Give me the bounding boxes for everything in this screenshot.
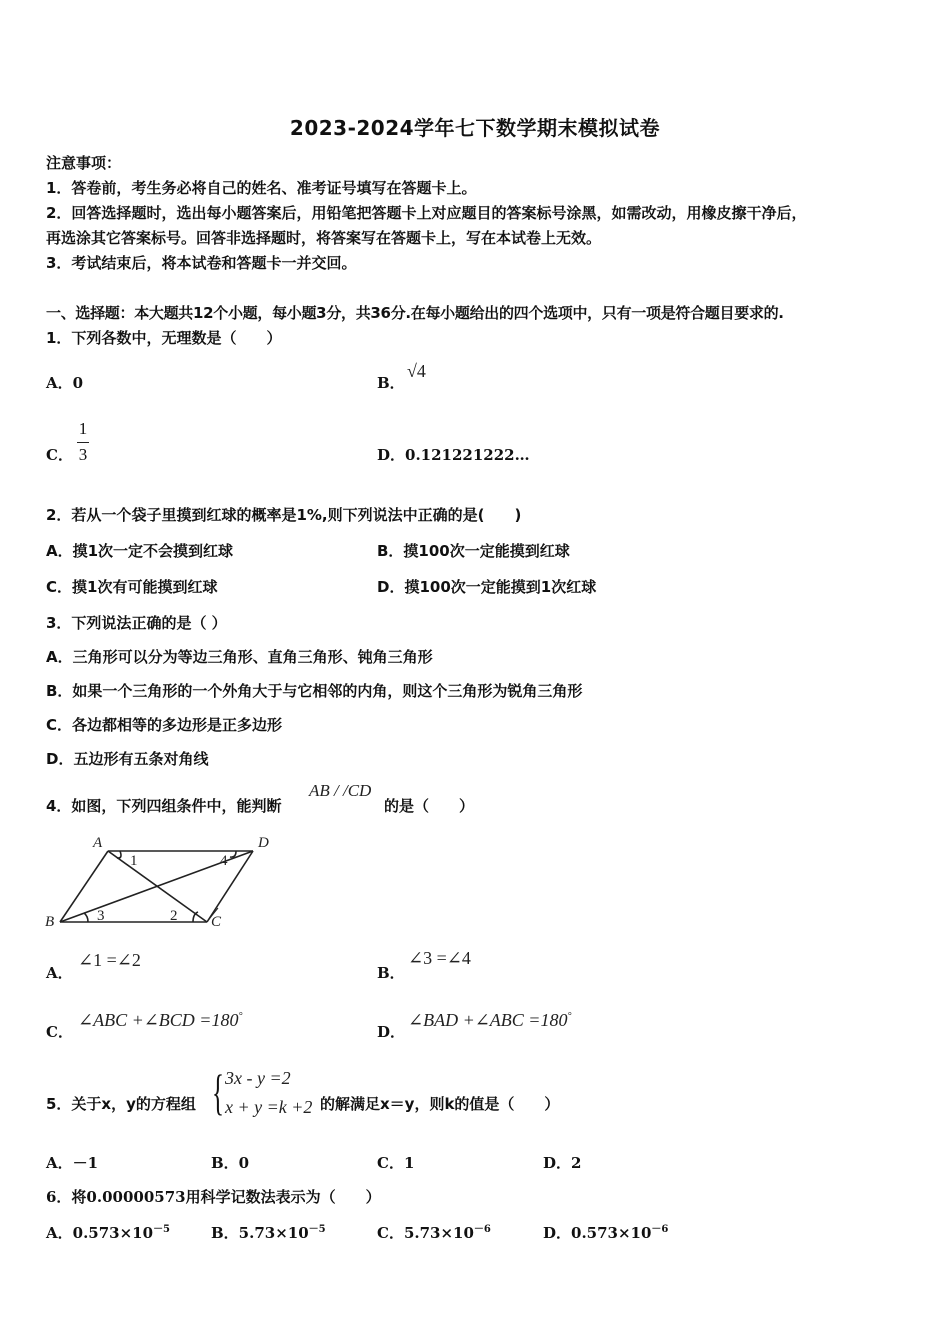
q5-equation-1: 3x - y =2 (225, 1068, 291, 1088)
angle-3-arc (84, 913, 88, 922)
question-4-stem: 4．如图，下列四组条件中，能判断 (46, 797, 282, 815)
section-heading: 一、选择题：本大题共12个小题，每小题3分，共36分.在每小题给出的四个选项中，只有一项是符合题目要求的. (46, 304, 784, 322)
q5-stem-tail: 的解满足x＝y，则k的值是（ ） (320, 1095, 560, 1113)
q6-option-a (46, 1220, 170, 1243)
q4-stem-math: AB / /CD (309, 781, 372, 800)
q4-option-c-math: ∠ABC +∠BCD =180 (78, 1010, 239, 1030)
q2-option-c: C．摸1次有可能摸到红球 (46, 578, 218, 596)
q1-option-a: A．0 (46, 374, 84, 392)
note-item: 1．答卷前，考生务必将自己的姓名、准考证号填写在答题卡上。 (46, 179, 477, 197)
q4-option-d-expression (408, 1010, 571, 1031)
angle-2-arc (193, 912, 198, 922)
segment-dc (207, 851, 253, 922)
q2-option-b: B．摸100次一定能摸到红球 (377, 542, 570, 560)
label-angle-4: 4 (220, 853, 228, 869)
q1-option-d: D．0.121221222… (377, 446, 530, 464)
q6-option-a-exponent: －5 (153, 1224, 171, 1235)
label-d: D (258, 835, 269, 851)
q6-option-c-exponent: －6 (473, 1224, 491, 1235)
q5-equation-2: x + y =k +2 (225, 1097, 313, 1117)
label-angle-2: 2 (170, 908, 178, 924)
q6-option-d-base: D．0.573×10 (543, 1224, 652, 1242)
note-item: 再选涂其它答案标号。回答非选择题时，将答案写在答题卡上，写在本试卷上无效。 (46, 229, 602, 247)
q4-option-b-math: ∠3 =∠4 (408, 948, 471, 968)
q5-option-b: B．0 (211, 1154, 250, 1172)
q6-option-b-base: B．5.73×10 (211, 1224, 309, 1242)
q4-option-a-math: ∠1 =∠2 (78, 950, 141, 970)
q1-option-b-math: √4 (407, 361, 426, 381)
note-item: 3．考试结束后，将本试卷和答题卡一并交回。 (46, 254, 357, 272)
q6-option-c (377, 1220, 491, 1243)
q3-option-c: C．各边都相等的多边形是正多边形 (46, 716, 283, 734)
question-6-stem: 6．将0.00000573用科学记数法表示为（ ） (46, 1188, 381, 1206)
label-a: A (93, 835, 103, 851)
note-item: 2．回答选择题时，选出每小题答案后，用铅笔把答题卡上对应题目的答案标号涂黑，如需改动，用橡皮擦干净后， (46, 204, 807, 222)
notes-header: 注意事项： (46, 154, 122, 172)
q1-c-fraction-line (77, 442, 89, 443)
angle-4-arc (230, 851, 236, 857)
q5-option-d: D．2 (543, 1154, 582, 1172)
q6-option-a-base: A．0.573×10 (46, 1224, 154, 1242)
q4-option-a-label: A． (46, 964, 73, 982)
q6-option-c-base: C．5.73×10 (377, 1224, 474, 1242)
label-angle-1: 1 (130, 853, 138, 869)
q2-option-a: A．摸1次一定不会摸到红球 (46, 542, 234, 560)
page-title: 2023-2024学年七下数学期末模拟试卷 (289, 116, 661, 140)
q1-option-c-label: C． (46, 446, 73, 464)
q1-option-b-label: B． (377, 374, 405, 392)
question-5-stem: 5．关于x，y的方程组 (46, 1095, 196, 1113)
equation-system-brace: { (212, 1064, 224, 1120)
q4-stem-tail: 的是（ ） (384, 797, 475, 815)
q4-option-d-math: ∠BAD +∠ABC =180 (408, 1010, 568, 1030)
question-2-stem: 2．若从一个袋子里摸到红球的概率是1%,则下列说法中正确的是( ) (46, 506, 522, 524)
q3-option-a: A．三角形可以分为等边三角形、直角三角形、钝角三角形 (46, 648, 433, 666)
q4-option-c-expression (78, 1010, 242, 1031)
q3-option-d: D．五边形有五条对角线 (46, 750, 209, 768)
label-b: B (45, 914, 55, 930)
q3-option-b: B．如果一个三角形的一个外角大于与它相邻的内角，则这个三角形为锐角三角形 (46, 682, 583, 700)
q6-option-d (543, 1220, 668, 1243)
q2-option-d: D．摸100次一定能摸到1次红球 (377, 578, 597, 596)
label-c: C (211, 914, 222, 930)
q6-option-d-exponent: －6 (651, 1224, 669, 1235)
question-1-stem: 1．下列各数中，无理数是（ ） (46, 329, 282, 347)
q4-d-degree: ° (567, 1011, 572, 1022)
q1-c-numerator: 1 (78, 419, 88, 438)
question-3-stem: 3．下列说法正确的是（ ） (46, 614, 227, 632)
q4-option-d-label: D． (377, 1023, 406, 1041)
q4-option-c-label: C． (46, 1023, 73, 1041)
parallelogram-figure (40, 830, 280, 930)
q4-c-degree: ° (238, 1011, 243, 1022)
q6-option-b-exponent: －5 (308, 1224, 326, 1235)
q4-option-b-label: B． (377, 964, 405, 982)
q1-c-denominator: 3 (78, 445, 88, 464)
q6-option-b (211, 1220, 326, 1243)
q5-option-a: A．－1 (46, 1154, 99, 1172)
q5-option-c: C．1 (377, 1154, 415, 1172)
label-angle-3: 3 (97, 908, 105, 924)
